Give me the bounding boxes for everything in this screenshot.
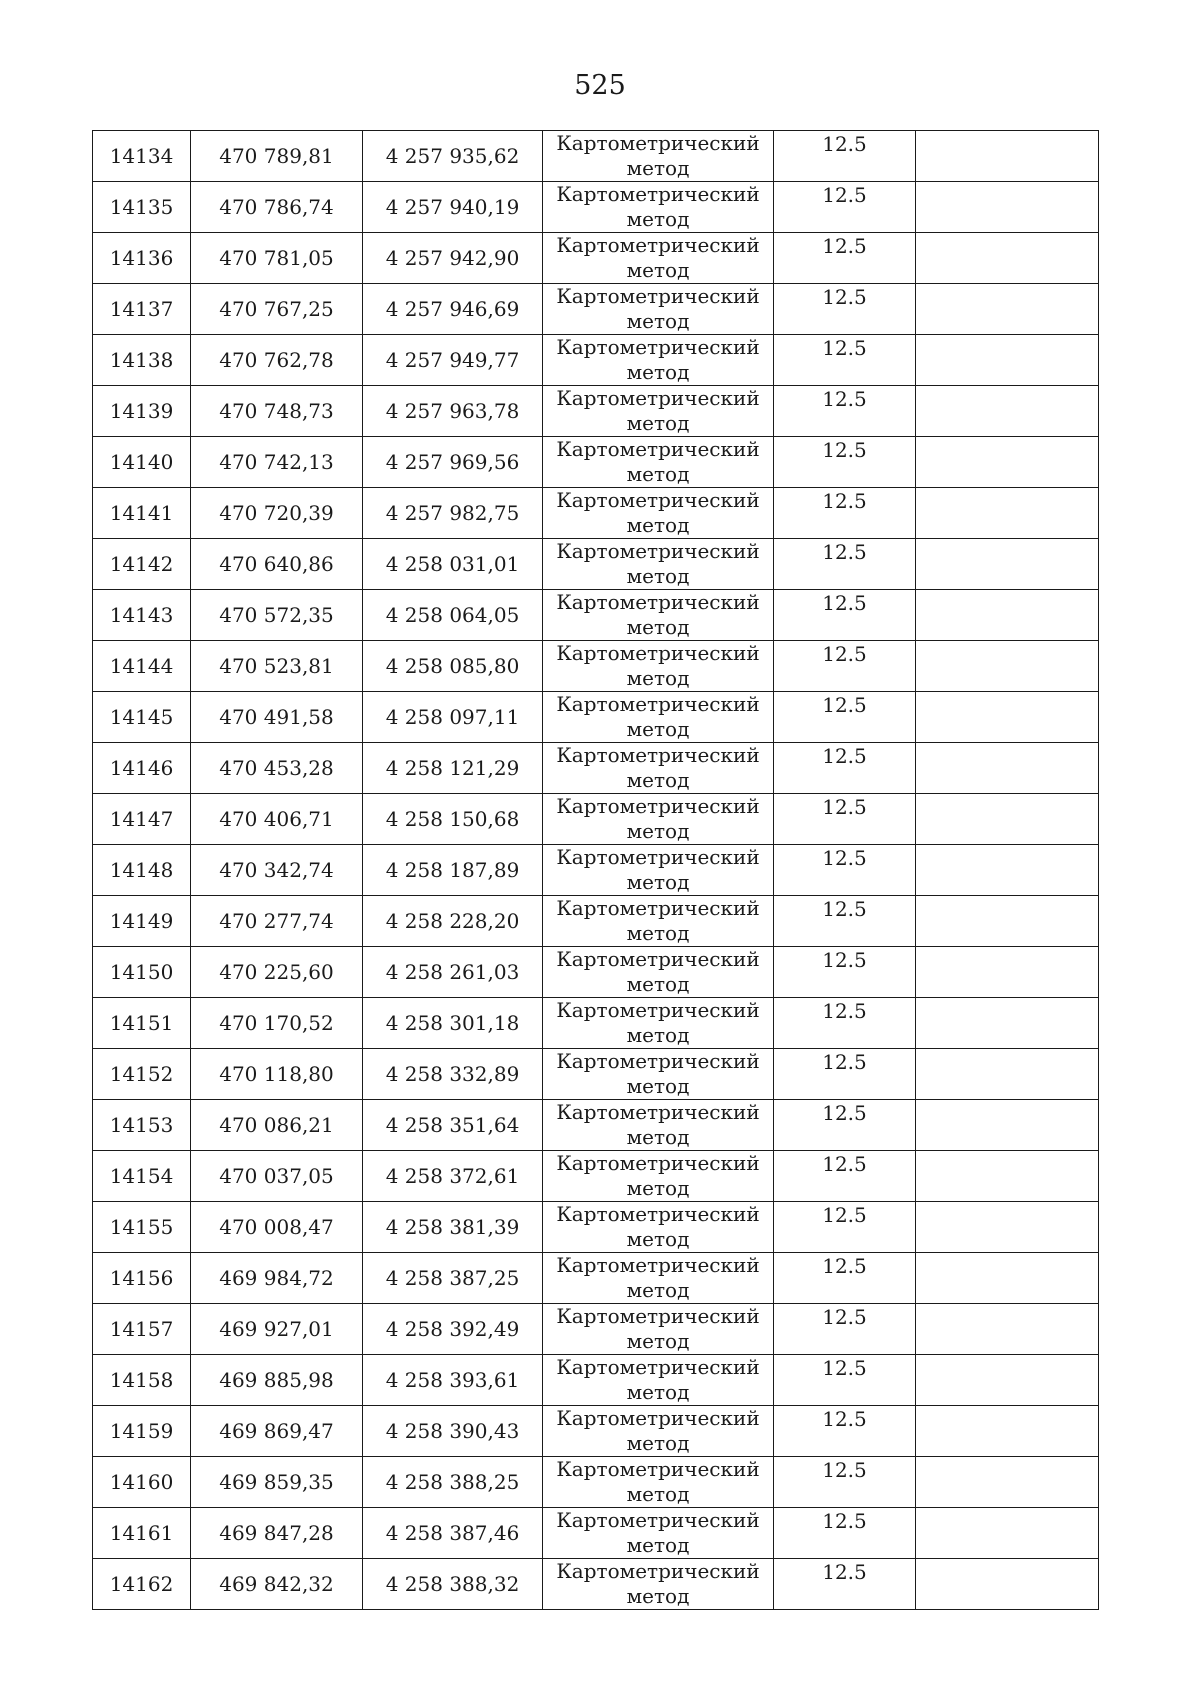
table-row [93,743,1099,794]
accuracy-cell: 12.5 [774,1151,916,1202]
accuracy-cell: 12.5 [774,845,916,896]
note-cell [916,386,1099,437]
method-line-2: метод [626,309,690,333]
method-line-1: Картометрический [556,437,760,461]
method-line-2: метод [626,768,690,792]
method-line-2: метод [626,156,690,180]
note-cell [916,1304,1099,1355]
method-cell [543,947,774,998]
method-line-2: метод [626,1176,690,1200]
table-row [93,1304,1099,1355]
table-row [93,386,1099,437]
accuracy-cell: 12.5 [774,1049,916,1100]
table-row [93,1508,1099,1559]
table-row [93,437,1099,488]
method-line-1: Картометрический [556,1508,760,1532]
table-row [93,1049,1099,1100]
accuracy-cell: 12.5 [774,233,916,284]
accuracy-cell: 12.5 [774,284,916,335]
accuracy-cell: 12.5 [774,1100,916,1151]
note-cell [916,182,1099,233]
method-line-2: метод [626,819,690,843]
table-row [93,1355,1099,1406]
method-line-1: Картометрический [556,1559,760,1583]
table-row [93,1202,1099,1253]
y-coordinate-cell: 4 258 150,68 [363,794,543,845]
accuracy-cell: 12.5 [774,539,916,590]
x-coordinate-cell: 470 453,28 [191,743,363,794]
method-line-1: Картометрический [556,1253,760,1277]
method-line-2: метод [626,1023,690,1047]
y-coordinate-cell: 4 258 261,03 [363,947,543,998]
note-cell [916,1559,1099,1610]
x-coordinate-cell: 469 847,28 [191,1508,363,1559]
x-coordinate-cell: 470 225,60 [191,947,363,998]
y-coordinate-cell: 4 258 332,89 [363,1049,543,1100]
table-row [93,1100,1099,1151]
method-line-1: Картометрический [556,692,760,716]
method-cell [543,1355,774,1406]
point-number-cell: 14155 [93,1202,191,1253]
point-number-cell: 14134 [93,131,191,182]
table-row [93,947,1099,998]
method-line-1: Картометрический [556,488,760,512]
y-coordinate-cell: 4 258 187,89 [363,845,543,896]
accuracy-cell: 12.5 [774,794,916,845]
point-number-cell: 14144 [93,641,191,692]
table-row [93,896,1099,947]
method-line-2: метод [626,564,690,588]
note-cell [916,845,1099,896]
accuracy-cell: 12.5 [774,1559,916,1610]
y-coordinate-cell: 4 257 982,75 [363,488,543,539]
y-coordinate-cell: 4 258 097,11 [363,692,543,743]
method-cell [543,641,774,692]
y-coordinate-cell: 4 258 064,05 [363,590,543,641]
y-coordinate-cell: 4 257 969,56 [363,437,543,488]
method-line-1: Картометрический [556,1151,760,1175]
point-number-cell: 14162 [93,1559,191,1610]
method-cell [543,1253,774,1304]
x-coordinate-cell: 470 781,05 [191,233,363,284]
method-line-1: Картометрический [556,1100,760,1124]
y-coordinate-cell: 4 258 301,18 [363,998,543,1049]
method-line-1: Картометрический [556,1202,760,1226]
x-coordinate-cell: 470 170,52 [191,998,363,1049]
method-line-1: Картометрический [556,386,760,410]
point-number-cell: 14161 [93,1508,191,1559]
x-coordinate-cell: 469 885,98 [191,1355,363,1406]
point-number-cell: 14151 [93,998,191,1049]
x-coordinate-cell: 470 277,74 [191,896,363,947]
note-cell [916,692,1099,743]
accuracy-cell: 12.5 [774,947,916,998]
y-coordinate-cell: 4 257 940,19 [363,182,543,233]
method-line-1: Картометрический [556,1406,760,1430]
note-cell [916,1151,1099,1202]
y-coordinate-cell: 4 257 946,69 [363,284,543,335]
method-line-2: метод [626,1125,690,1149]
page-number: 525 [574,70,626,101]
point-number-cell: 14138 [93,335,191,386]
accuracy-cell: 12.5 [774,1253,916,1304]
method-cell [543,794,774,845]
point-number-cell: 14139 [93,386,191,437]
coordinates-table-body [93,131,1099,1610]
method-line-2: метод [626,717,690,741]
x-coordinate-cell: 470 762,78 [191,335,363,386]
y-coordinate-cell: 4 258 228,20 [363,896,543,947]
table-row [93,845,1099,896]
note-cell [916,131,1099,182]
method-line-1: Картометрический [556,1355,760,1379]
y-coordinate-cell: 4 258 390,43 [363,1406,543,1457]
table-row [93,794,1099,845]
accuracy-cell: 12.5 [774,1355,916,1406]
method-line-2: метод [626,921,690,945]
x-coordinate-cell: 470 742,13 [191,437,363,488]
x-coordinate-cell: 470 523,81 [191,641,363,692]
y-coordinate-cell: 4 258 388,32 [363,1559,543,1610]
x-coordinate-cell: 470 342,74 [191,845,363,896]
note-cell [916,947,1099,998]
table-row [93,1406,1099,1457]
method-line-2: метод [626,1278,690,1302]
point-number-cell: 14137 [93,284,191,335]
y-coordinate-cell: 4 258 387,46 [363,1508,543,1559]
point-number-cell: 14147 [93,794,191,845]
method-line-2: метод [626,1431,690,1455]
table-row [93,998,1099,1049]
table-row [93,1457,1099,1508]
x-coordinate-cell: 470 572,35 [191,590,363,641]
note-cell [916,284,1099,335]
x-coordinate-cell: 470 789,81 [191,131,363,182]
note-cell [916,1253,1099,1304]
note-cell [916,641,1099,692]
accuracy-cell: 12.5 [774,1508,916,1559]
x-coordinate-cell: 470 786,74 [191,182,363,233]
y-coordinate-cell: 4 258 351,64 [363,1100,543,1151]
accuracy-cell: 12.5 [774,1457,916,1508]
point-number-cell: 14146 [93,743,191,794]
table-row [93,488,1099,539]
point-number-cell: 14145 [93,692,191,743]
y-coordinate-cell: 4 258 031,01 [363,539,543,590]
method-cell [543,998,774,1049]
table-row [93,233,1099,284]
point-number-cell: 14149 [93,896,191,947]
method-cell [543,1151,774,1202]
table-row [93,692,1099,743]
table-row [93,131,1099,182]
table-row [93,539,1099,590]
x-coordinate-cell: 470 008,47 [191,1202,363,1253]
note-cell [916,1202,1099,1253]
table-row [93,284,1099,335]
method-cell [543,539,774,590]
y-coordinate-cell: 4 258 387,25 [363,1253,543,1304]
method-cell [543,488,774,539]
method-line-1: Картометрический [556,182,760,206]
method-line-2: метод [626,870,690,894]
method-line-2: метод [626,1584,690,1608]
x-coordinate-cell: 470 767,25 [191,284,363,335]
y-coordinate-cell: 4 258 392,49 [363,1304,543,1355]
point-number-cell: 14153 [93,1100,191,1151]
note-cell [916,1100,1099,1151]
point-number-cell: 14136 [93,233,191,284]
x-coordinate-cell: 469 927,01 [191,1304,363,1355]
accuracy-cell: 12.5 [774,641,916,692]
point-number-cell: 14152 [93,1049,191,1100]
x-coordinate-cell: 470 491,58 [191,692,363,743]
method-line-2: метод [626,411,690,435]
point-number-cell: 14159 [93,1406,191,1457]
point-number-cell: 14157 [93,1304,191,1355]
y-coordinate-cell: 4 258 121,29 [363,743,543,794]
method-cell [543,386,774,437]
method-line-2: метод [626,615,690,639]
method-line-2: метод [626,1533,690,1557]
method-line-2: метод [626,972,690,996]
method-line-1: Картометрический [556,998,760,1022]
method-line-2: метод [626,360,690,384]
note-cell [916,1457,1099,1508]
accuracy-cell: 12.5 [774,1304,916,1355]
y-coordinate-cell: 4 257 942,90 [363,233,543,284]
accuracy-cell: 12.5 [774,692,916,743]
note-cell [916,1508,1099,1559]
note-cell [916,590,1099,641]
method-line-1: Картометрический [556,641,760,665]
note-cell [916,896,1099,947]
x-coordinate-cell: 469 984,72 [191,1253,363,1304]
point-number-cell: 14158 [93,1355,191,1406]
method-cell [543,743,774,794]
method-cell [543,1457,774,1508]
point-number-cell: 14154 [93,1151,191,1202]
x-coordinate-cell: 469 869,47 [191,1406,363,1457]
x-coordinate-cell: 470 037,05 [191,1151,363,1202]
note-cell [916,233,1099,284]
method-cell [543,845,774,896]
x-coordinate-cell: 470 748,73 [191,386,363,437]
x-coordinate-cell: 470 720,39 [191,488,363,539]
method-line-2: метод [626,1074,690,1098]
method-line-1: Картометрический [556,131,760,155]
point-number-cell: 14135 [93,182,191,233]
accuracy-cell: 12.5 [774,488,916,539]
y-coordinate-cell: 4 258 381,39 [363,1202,543,1253]
method-line-1: Картометрический [556,1304,760,1328]
note-cell [916,488,1099,539]
x-coordinate-cell: 470 118,80 [191,1049,363,1100]
accuracy-cell: 12.5 [774,590,916,641]
method-cell [543,1100,774,1151]
method-cell [543,896,774,947]
x-coordinate-cell: 469 842,32 [191,1559,363,1610]
note-cell [916,998,1099,1049]
method-line-1: Картометрический [556,845,760,869]
point-number-cell: 14148 [93,845,191,896]
method-cell [543,335,774,386]
method-cell [543,1508,774,1559]
method-line-1: Картометрический [556,284,760,308]
accuracy-cell: 12.5 [774,131,916,182]
method-cell [543,233,774,284]
table-row [93,1151,1099,1202]
point-number-cell: 14142 [93,539,191,590]
table-row [93,335,1099,386]
note-cell [916,437,1099,488]
method-cell [543,182,774,233]
point-number-cell: 14141 [93,488,191,539]
x-coordinate-cell: 469 859,35 [191,1457,363,1508]
point-number-cell: 14150 [93,947,191,998]
method-line-1: Картометрический [556,539,760,563]
accuracy-cell: 12.5 [774,998,916,1049]
note-cell [916,1406,1099,1457]
note-cell [916,743,1099,794]
method-line-2: метод [626,207,690,231]
method-line-2: метод [626,462,690,486]
method-line-1: Картометрический [556,590,760,614]
accuracy-cell: 12.5 [774,386,916,437]
method-line-1: Картометрический [556,1457,760,1481]
note-cell [916,539,1099,590]
accuracy-cell: 12.5 [774,896,916,947]
method-cell [543,1202,774,1253]
method-line-1: Картометрический [556,335,760,359]
method-cell [543,1559,774,1610]
x-coordinate-cell: 470 640,86 [191,539,363,590]
accuracy-cell: 12.5 [774,437,916,488]
note-cell [916,794,1099,845]
method-line-1: Картометрический [556,233,760,257]
x-coordinate-cell: 470 406,71 [191,794,363,845]
method-line-2: метод [626,1227,690,1251]
method-line-1: Картометрический [556,1049,760,1073]
table-row [93,641,1099,692]
point-number-cell: 14143 [93,590,191,641]
method-line-2: метод [626,513,690,537]
method-cell [543,1406,774,1457]
method-line-2: метод [626,1329,690,1353]
accuracy-cell: 12.5 [774,1202,916,1253]
method-cell [543,284,774,335]
point-number-cell: 14140 [93,437,191,488]
method-cell [543,131,774,182]
method-line-1: Картометрический [556,743,760,767]
y-coordinate-cell: 4 258 372,61 [363,1151,543,1202]
y-coordinate-cell: 4 257 949,77 [363,335,543,386]
table-row [93,182,1099,233]
accuracy-cell: 12.5 [774,1406,916,1457]
accuracy-cell: 12.5 [774,335,916,386]
note-cell [916,335,1099,386]
y-coordinate-cell: 4 257 963,78 [363,386,543,437]
method-cell [543,1304,774,1355]
method-cell [543,590,774,641]
method-line-1: Картометрический [556,896,760,920]
method-cell [543,692,774,743]
y-coordinate-cell: 4 258 085,80 [363,641,543,692]
table-row [93,590,1099,641]
method-line-2: метод [626,1482,690,1506]
accuracy-cell: 12.5 [774,182,916,233]
point-number-cell: 14160 [93,1457,191,1508]
x-coordinate-cell: 470 086,21 [191,1100,363,1151]
table-row [93,1559,1099,1610]
method-line-2: метод [626,666,690,690]
method-line-1: Картометрический [556,794,760,818]
y-coordinate-cell: 4 258 388,25 [363,1457,543,1508]
method-line-2: метод [626,1380,690,1404]
method-cell [543,1049,774,1100]
y-coordinate-cell: 4 257 935,62 [363,131,543,182]
table-row [93,1253,1099,1304]
method-line-2: метод [626,258,690,282]
method-line-1: Картометрический [556,947,760,971]
note-cell [916,1355,1099,1406]
y-coordinate-cell: 4 258 393,61 [363,1355,543,1406]
coordinates-table [92,130,1099,1610]
point-number-cell: 14156 [93,1253,191,1304]
accuracy-cell: 12.5 [774,743,916,794]
method-cell [543,437,774,488]
note-cell [916,1049,1099,1100]
